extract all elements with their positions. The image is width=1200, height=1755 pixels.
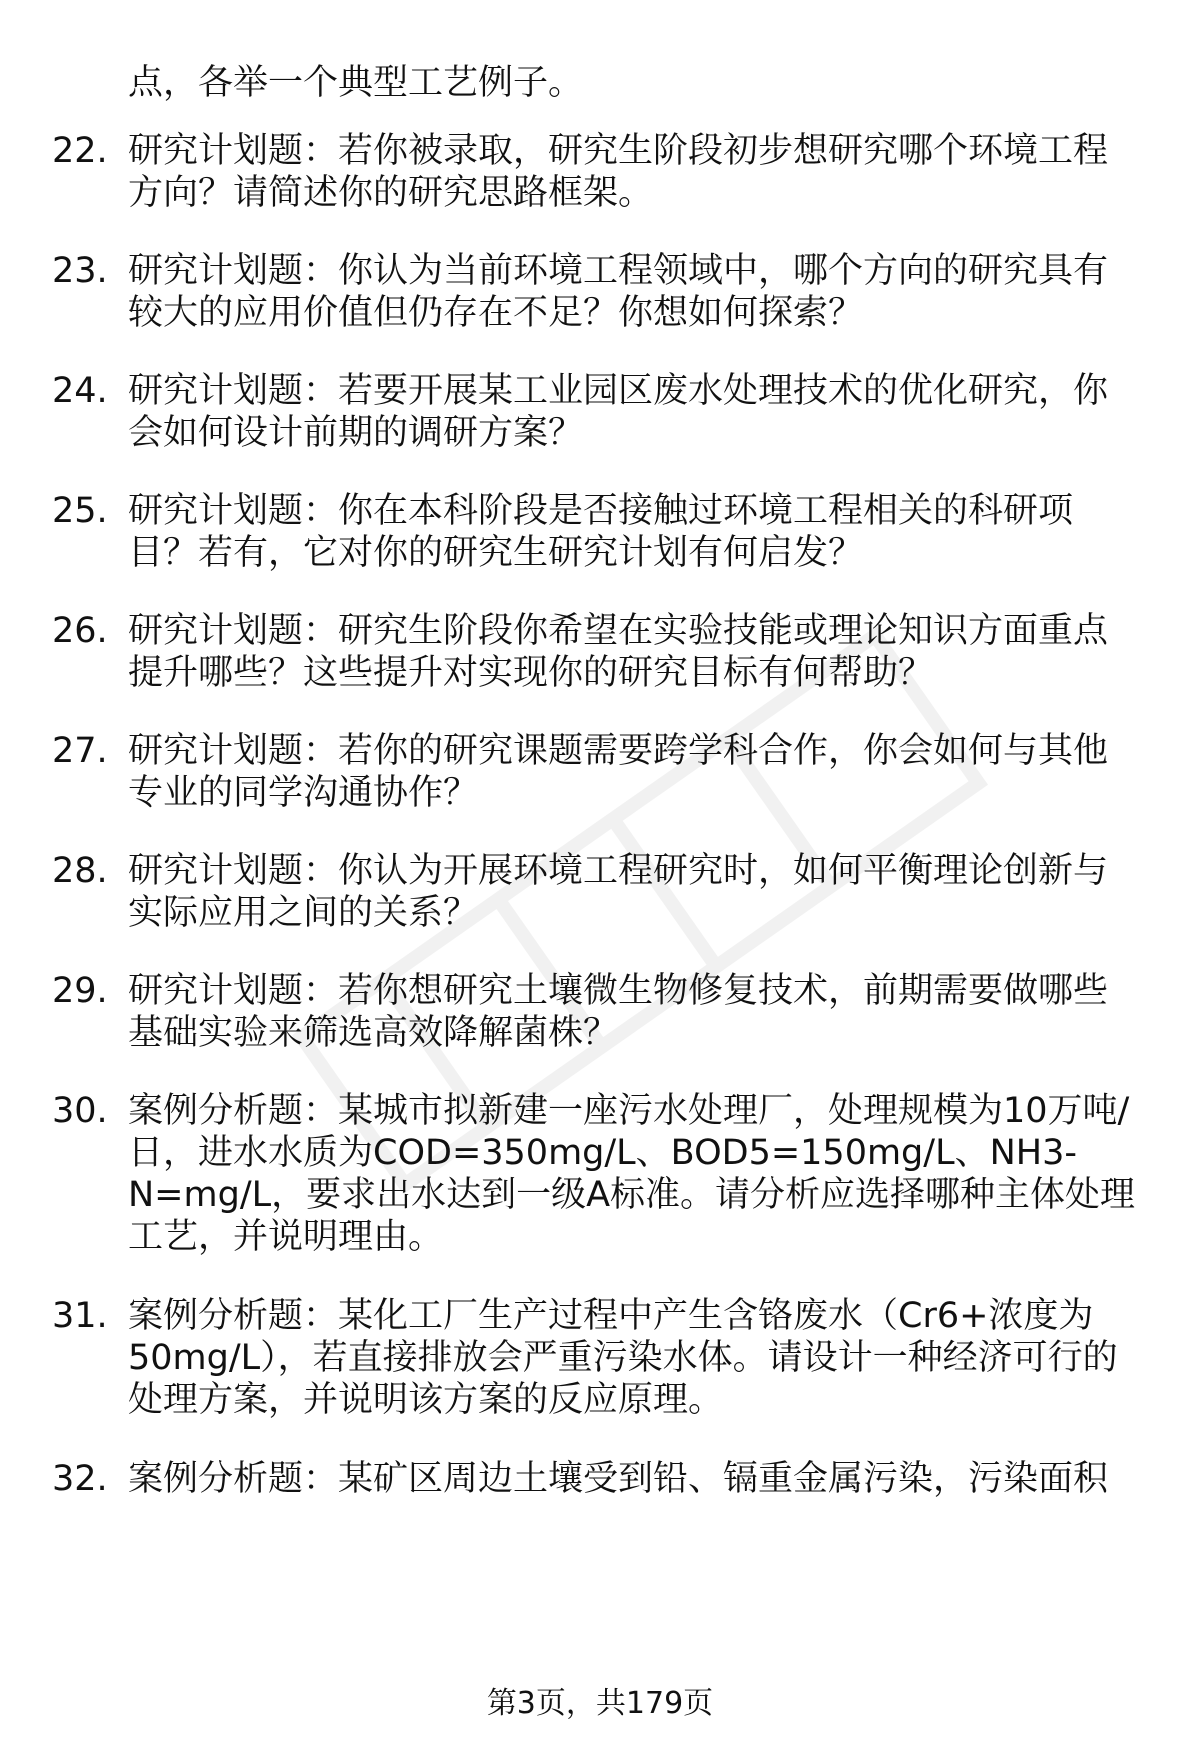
page-footer: 第3页，共179页 bbox=[486, 1686, 714, 1721]
item-text: 研究计划题：若要开展某工业园区废水处理技术的优化研究，你会如何设计前期的调研方案？ bbox=[128, 371, 1109, 453]
item-number: 26. bbox=[52, 611, 108, 651]
item-text: 研究计划题：若你的研究课题需要跨学科合作，你会如何与其他专业的同学沟通协作？ bbox=[128, 731, 1109, 813]
item-text: 案例分析题：某矿区周边土壤受到铅、镉重金属污染，污染面积 bbox=[128, 1459, 1109, 1499]
item-text: 案例分析题：某化工厂生产过程中产生含铬废水（Cr6+浓度为50mg/L），若直接排放会严重污染水体。请设计一种经济可行的处理方案，并说明该方案的反应原理。 bbox=[128, 1296, 1118, 1420]
item-text: 研究计划题：若你想研究土壤微生物修复技术，前期需要做哪些基础实验来筛选高效降解菌株？ bbox=[128, 971, 1109, 1053]
item-number: 30. bbox=[52, 1091, 108, 1131]
item-text: 案例分析题：某城市拟新建一座污水处理厂，处理规模为10万吨/日，进水水质为COD=350mg/L、BOD5=150mg/L、NH3-N=mg/L，要求出水达到一级A标准。请分析应选择哪种主体处理工艺，并说明理由。 bbox=[128, 1091, 1136, 1257]
item-number: 23. bbox=[52, 251, 108, 291]
item-number: 29. bbox=[52, 971, 108, 1011]
item-number: 31. bbox=[52, 1296, 108, 1336]
item-text: 研究计划题：你认为开展环境工程研究时，如何平衡理论创新与实际应用之间的关系？ bbox=[128, 851, 1109, 933]
item-text: 研究计划题：你在本科阶段是否接触过环境工程相关的科研项目？若有，它对你的研究生研究计划有何启发？ bbox=[128, 491, 1074, 573]
item-number: 28. bbox=[52, 851, 108, 891]
item-text: 研究计划题：你认为当前环境工程领域中，哪个方向的研究具有较大的应用价值但仍存在不足？你想如何探索？ bbox=[128, 251, 1109, 333]
continuation-text: 点，各举一个典型工艺例子。 bbox=[128, 63, 584, 103]
item-number: 32. bbox=[52, 1459, 108, 1499]
item-number: 27. bbox=[52, 731, 108, 771]
item-number: 24. bbox=[52, 371, 108, 411]
item-number: 25. bbox=[52, 491, 108, 531]
item-text: 研究计划题：若你被录取，研究生阶段初步想研究哪个环境工程方向？请简述你的研究思路框架。 bbox=[128, 131, 1109, 213]
item-number: 22. bbox=[52, 131, 108, 171]
item-text: 研究计划题：研究生阶段你希望在实验技能或理论知识方面重点提升哪些？这些提升对实现你的研究目标有何帮助？ bbox=[128, 611, 1109, 693]
